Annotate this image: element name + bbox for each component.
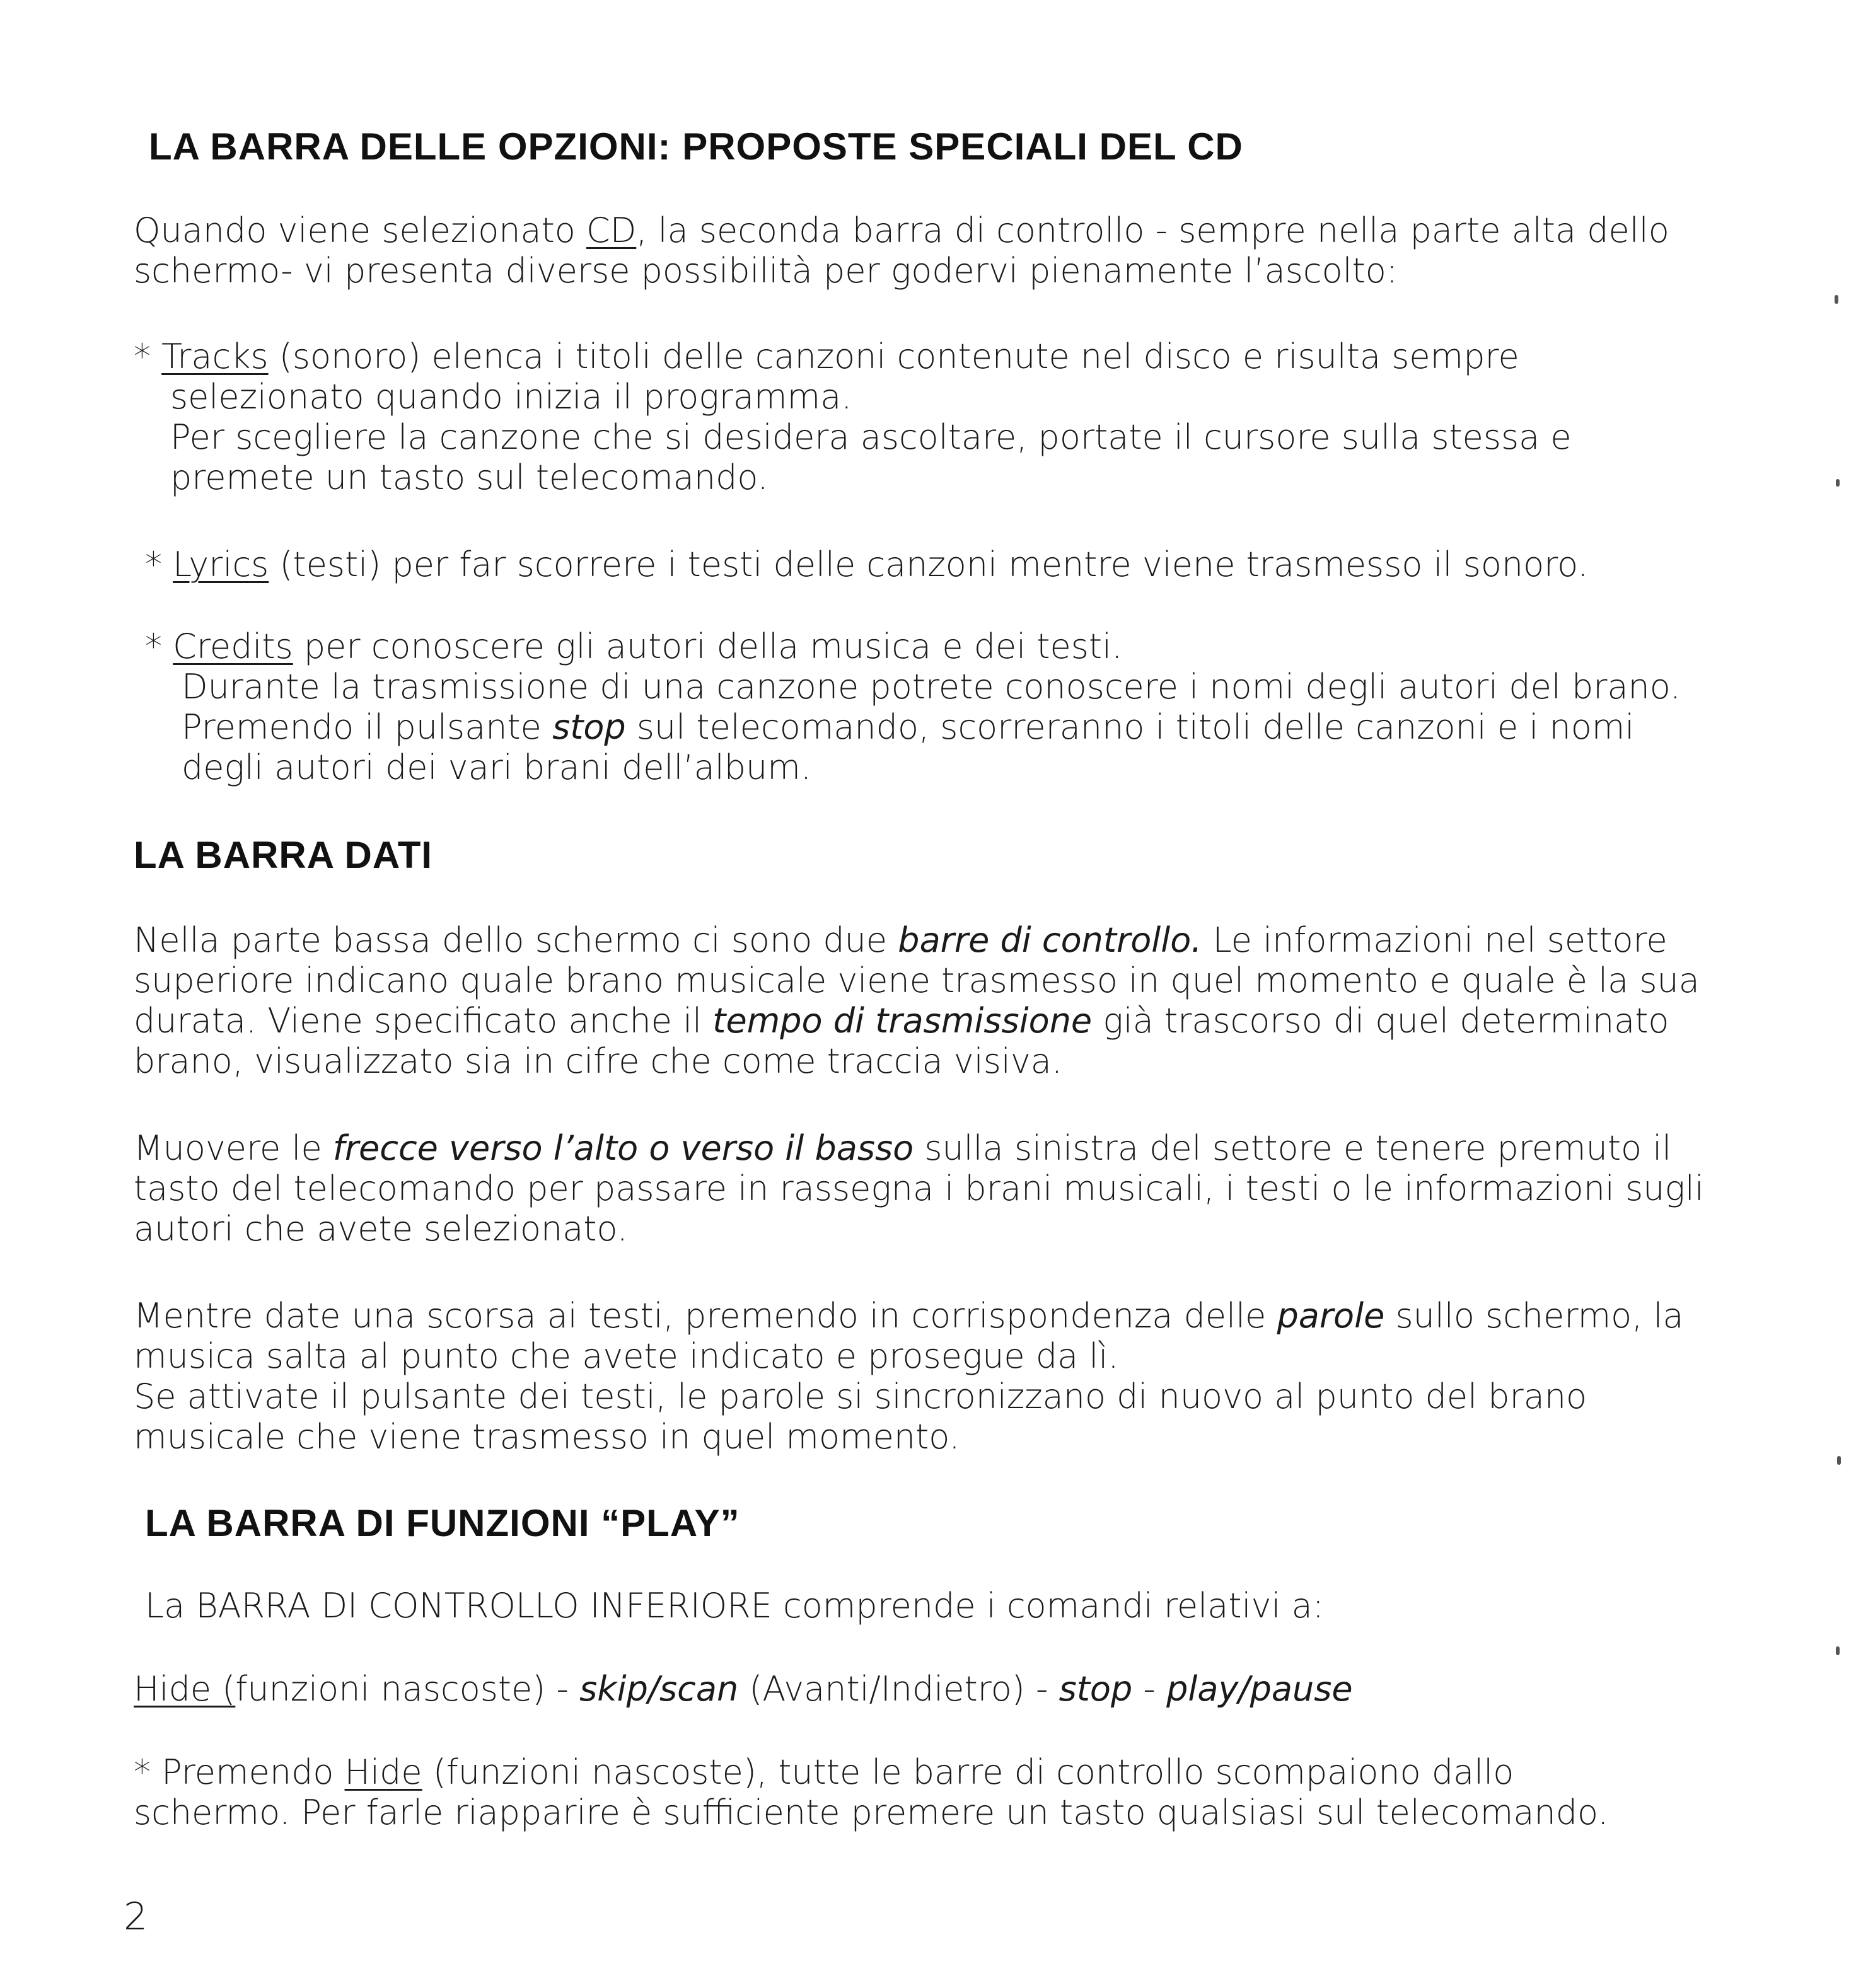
functions-line: Hide (funzioni nascoste) - skip/scan (Avanti/Indietro) - stop - play/pause <box>134 1669 1353 1709</box>
hide-note <box>134 1752 1608 1833</box>
credits-line-3: Premendo il pulsante stop sul telecomando, scorreranno i titoli delle canzoni e i nomi <box>182 707 1635 747</box>
intro-paragraph <box>134 211 1669 291</box>
scan-speck <box>1837 1456 1841 1465</box>
page-number: 2 <box>124 1895 148 1939</box>
stop-function-term: stop <box>1058 1669 1133 1709</box>
tracks-line-2: selezionato quando inizia il programma. <box>170 377 852 417</box>
section-heading-options-bar: LA BARRA DELLE OPZIONI: PROPOSTE SPECIALI DEL CD <box>149 125 1243 168</box>
credits-line-1: * Credits per conoscere gli autori della musica e dei testi. <box>145 627 1123 666</box>
p1-line-1: Nella parte bassa dello schermo ci sono due barre di controllo. Le informazioni nel settore <box>134 920 1668 960</box>
p1-line-2: superiore indicano quale brano musicale viene trasmesso in quel momento e quale è la sua <box>134 961 1700 1000</box>
p3-line-4: musicale che viene trasmesso in quel momento. <box>134 1417 960 1457</box>
p2-line-3: autori che avete selezionato. <box>134 1209 628 1249</box>
tracks-term: Tracks <box>161 337 269 376</box>
credits-line-4: degli autori dei vari brani dell’album. <box>182 748 812 787</box>
scan-speck <box>1835 295 1838 304</box>
hide-note-line-1: * Premendo Hide (funzioni nascoste), tutte le barre di controllo scompaiono dallo <box>134 1752 1514 1792</box>
credits-line-2: Durante la trasmissione di una canzone potrete conoscere i nomi degli autori del brano. <box>182 667 1681 707</box>
tracks-line-1: * Tracks (sonoro) elenca i titoli delle canzoni contenute nel disco e risulta sempre <box>134 337 1519 376</box>
p2-line-1: Muovere le frecce verso l’alto o verso il basso sulla sinistra del settore e tenere premuto il <box>134 1128 1672 1168</box>
play-bar-functions <box>134 1669 1353 1709</box>
data-bar-paragraph-2 <box>134 1128 1704 1249</box>
hide-term: Hide ( <box>134 1669 236 1709</box>
tracks-line-4: premete un tasto sul telecomando. <box>170 458 768 497</box>
lyrics-term: Lyrics <box>173 545 269 584</box>
hide-note-term: Hide <box>344 1752 422 1792</box>
scan-speck <box>1836 1646 1840 1655</box>
p1-line-4: brano, visualizzato sia in cifre che come traccia visiva. <box>134 1041 1063 1081</box>
credits-term: Credits <box>173 627 293 666</box>
lyrics-item <box>145 545 1588 585</box>
section-heading-data-bar: LA BARRA DATI <box>134 834 433 876</box>
data-bar-paragraph-1 <box>134 920 1700 1082</box>
p1-line-3: durata. Viene specificato anche il tempo di trasmissione già trascorso di quel determinato <box>134 1001 1669 1041</box>
intro-line-1: Quando viene selezionato CD, la seconda barra di controllo - sempre nella parte alta dello <box>134 211 1669 250</box>
intro-line-2: schermo- vi presenta diverse possibilità per godervi pienamente l’ascolto: <box>134 251 1398 291</box>
lyrics-line-1: * Lyrics (testi) per far scorrere i testi delle canzoni mentre viene trasmesso il sonoro. <box>145 545 1589 584</box>
stop-term: stop <box>552 707 626 747</box>
credits-item <box>145 627 1681 788</box>
p3-line-2: musica salta al punto che avete indicato e prosegue da lì. <box>134 1336 1119 1376</box>
p3-line-3: Se attivate il pulsante dei testi, le parole si sincronizzano di nuovo al punto del brano <box>134 1377 1587 1416</box>
p3-line-1: Mentre date una scorsa ai testi, premendo in corrispondenza delle parole sullo schermo, la <box>134 1296 1684 1336</box>
tracks-item <box>134 337 1572 498</box>
p2-line-2: tasto del telecomando per passare in rassegna i brani musicali, i testi o le informazioni sugli <box>134 1169 1704 1208</box>
play-bar-intro <box>145 1586 1324 1626</box>
section-heading-play-bar: LA BARRA DI FUNZIONI “PLAY” <box>145 1502 740 1544</box>
play-pause-term: play/pause <box>1166 1669 1353 1709</box>
play-intro-line: La BARRA DI CONTROLLO INFERIORE comprende i comandi relativi a: <box>145 1586 1324 1626</box>
hide-note-line-2: schermo. Per farle riapparire è sufficiente premere un tasto qualsiasi sul telecomando. <box>134 1793 1609 1832</box>
data-bar-paragraph-3 <box>134 1296 1684 1457</box>
scan-speck <box>1836 479 1840 487</box>
tracks-line-3: Per scegliere la canzone che si desidera ascoltare, portate il cursore sulla stessa e <box>170 417 1572 457</box>
cd-term: CD <box>586 211 637 250</box>
skip-scan-term: skip/scan <box>579 1669 739 1709</box>
